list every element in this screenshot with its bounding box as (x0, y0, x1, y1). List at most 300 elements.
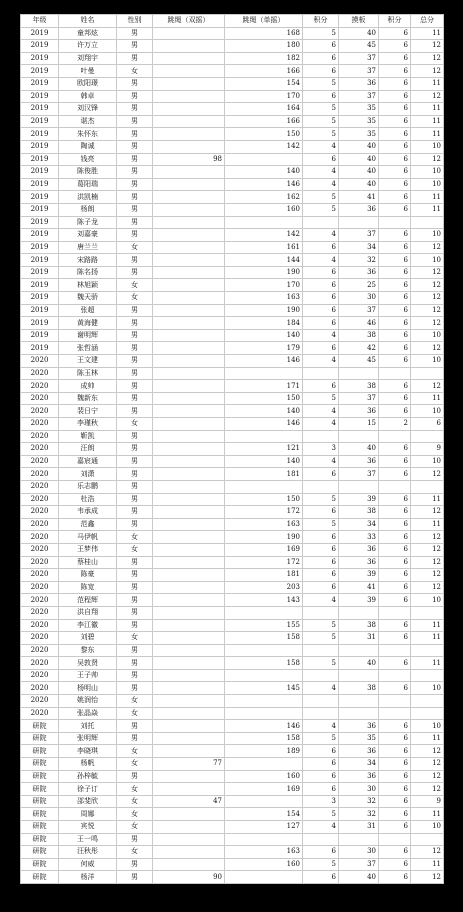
cell-rope-points[interactable]: 6 (303, 846, 339, 859)
cell-board[interactable]: 37 (339, 304, 379, 317)
cell-single-rope[interactable]: 145 (225, 682, 303, 695)
cell-board-points[interactable] (379, 216, 411, 229)
cell-gender[interactable]: 男 (117, 153, 153, 166)
cell-double-rope[interactable] (153, 468, 225, 481)
cell-board-points[interactable]: 6 (379, 846, 411, 859)
cell-gender[interactable]: 男 (117, 556, 153, 569)
cell-single-rope[interactable]: 166 (225, 65, 303, 78)
cell-double-rope[interactable] (153, 783, 225, 796)
cell-gender[interactable]: 男 (117, 594, 153, 607)
cell-rope-points[interactable]: 5 (303, 632, 339, 645)
cell-single-rope[interactable] (225, 430, 303, 443)
cell-single-rope[interactable]: 162 (225, 191, 303, 204)
cell-gender[interactable]: 女 (117, 241, 153, 254)
cell-rope-points[interactable]: 6 (303, 153, 339, 166)
cell-rope-points[interactable]: 6 (303, 506, 339, 519)
cell-board[interactable]: 40 (339, 443, 379, 456)
cell-double-rope[interactable] (153, 241, 225, 254)
cell-rope-points[interactable] (303, 216, 339, 229)
cell-name[interactable]: 谌杰 (59, 115, 117, 128)
cell-rope-points[interactable]: 5 (303, 392, 339, 405)
cell-single-rope[interactable]: 163 (225, 292, 303, 305)
cell-name[interactable]: 谢明辉 (59, 329, 117, 342)
cell-grade[interactable]: 2019 (21, 90, 59, 103)
cell-board-points[interactable]: 6 (379, 543, 411, 556)
cell-double-rope[interactable] (153, 443, 225, 456)
cell-single-rope[interactable]: 158 (225, 732, 303, 745)
cell-total[interactable]: 12 (411, 581, 444, 594)
cell-total[interactable]: 12 (411, 468, 444, 481)
cell-total[interactable] (411, 480, 444, 493)
cell-total[interactable]: 9 (411, 443, 444, 456)
cell-grade[interactable]: 2020 (21, 695, 59, 708)
cell-double-rope[interactable] (153, 695, 225, 708)
cell-single-rope[interactable]: 166 (225, 115, 303, 128)
cell-board-points[interactable]: 6 (379, 229, 411, 242)
cell-total[interactable]: 11 (411, 808, 444, 821)
cell-total[interactable]: 10 (411, 329, 444, 342)
cell-total[interactable]: 12 (411, 90, 444, 103)
cell-board-points[interactable]: 2 (379, 418, 411, 431)
cell-board[interactable] (339, 669, 379, 682)
cell-single-rope[interactable]: 169 (225, 783, 303, 796)
cell-name[interactable]: 陈名扬 (59, 266, 117, 279)
cell-board[interactable] (339, 606, 379, 619)
cell-double-rope[interactable] (153, 720, 225, 733)
cell-gender[interactable]: 男 (117, 367, 153, 380)
cell-double-rope[interactable] (153, 65, 225, 78)
cell-name[interactable]: 乐志鹏 (59, 480, 117, 493)
cell-grade[interactable]: 2020 (21, 506, 59, 519)
cell-rope-points[interactable] (303, 707, 339, 720)
cell-total[interactable]: 12 (411, 506, 444, 519)
cell-single-rope[interactable]: 146 (225, 355, 303, 368)
cell-total[interactable]: 12 (411, 846, 444, 859)
cell-grade[interactable]: 2019 (21, 65, 59, 78)
cell-board[interactable]: 41 (339, 581, 379, 594)
cell-gender[interactable]: 女 (117, 531, 153, 544)
cell-grade[interactable]: 2019 (21, 52, 59, 65)
cell-grade[interactable]: 2019 (21, 342, 59, 355)
cell-board[interactable]: 40 (339, 871, 379, 884)
cell-name[interactable]: 王子帅 (59, 669, 117, 682)
cell-board-points[interactable]: 6 (379, 443, 411, 456)
cell-name[interactable]: 张晶焱 (59, 707, 117, 720)
cell-double-rope[interactable]: 77 (153, 758, 225, 771)
cell-board[interactable] (339, 480, 379, 493)
cell-board-points[interactable]: 6 (379, 128, 411, 141)
cell-board[interactable]: 45 (339, 355, 379, 368)
cell-grade[interactable]: 2020 (21, 430, 59, 443)
cell-rope-points[interactable]: 5 (303, 808, 339, 821)
cell-board-points[interactable] (379, 480, 411, 493)
cell-name[interactable]: 范程辉 (59, 594, 117, 607)
cell-name[interactable]: 何威 (59, 858, 117, 871)
cell-total[interactable]: 12 (411, 241, 444, 254)
cell-double-rope[interactable] (153, 115, 225, 128)
cell-rope-points[interactable] (303, 833, 339, 846)
cell-board-points[interactable]: 6 (379, 493, 411, 506)
cell-board-points[interactable] (379, 833, 411, 846)
cell-rope-points[interactable]: 6 (303, 770, 339, 783)
cell-grade[interactable]: 研院 (21, 833, 59, 846)
cell-board-points[interactable]: 6 (379, 455, 411, 468)
cell-name[interactable]: 周娜 (59, 808, 117, 821)
cell-single-rope[interactable]: 168 (225, 27, 303, 40)
cell-total[interactable]: 10 (411, 720, 444, 733)
cell-grade[interactable]: 2020 (21, 480, 59, 493)
cell-single-rope[interactable]: 160 (225, 203, 303, 216)
cell-rope-points[interactable]: 5 (303, 27, 339, 40)
cell-total[interactable]: 12 (411, 40, 444, 53)
cell-single-rope[interactable]: 160 (225, 770, 303, 783)
cell-board[interactable]: 35 (339, 115, 379, 128)
cell-name[interactable]: 洪凯楠 (59, 191, 117, 204)
cell-name[interactable]: 嘉宸通 (59, 455, 117, 468)
cell-single-rope[interactable]: 203 (225, 581, 303, 594)
cell-name[interactable]: 童邦炫 (59, 27, 117, 40)
cell-name[interactable]: 王梦伟 (59, 543, 117, 556)
cell-board-points[interactable]: 6 (379, 191, 411, 204)
cell-single-rope[interactable]: 146 (225, 720, 303, 733)
cell-rope-points[interactable]: 4 (303, 682, 339, 695)
cell-total[interactable] (411, 606, 444, 619)
cell-single-rope[interactable]: 158 (225, 657, 303, 670)
cell-board-points[interactable]: 6 (379, 140, 411, 153)
cell-name[interactable]: 唐兰兰 (59, 241, 117, 254)
cell-single-rope[interactable] (225, 367, 303, 380)
cell-double-rope[interactable] (153, 770, 225, 783)
cell-single-rope[interactable] (225, 153, 303, 166)
cell-double-rope[interactable] (153, 52, 225, 65)
cell-name[interactable]: 张哲涵 (59, 342, 117, 355)
cell-name[interactable]: 蔡桂山 (59, 556, 117, 569)
cell-grade[interactable]: 研院 (21, 745, 59, 758)
cell-gender[interactable]: 男 (117, 166, 153, 179)
cell-name[interactable]: 杜浩 (59, 493, 117, 506)
cell-rope-points[interactable]: 3 (303, 795, 339, 808)
cell-grade[interactable]: 研院 (21, 795, 59, 808)
cell-total[interactable]: 12 (411, 279, 444, 292)
cell-board-points[interactable]: 6 (379, 77, 411, 90)
cell-gender[interactable]: 女 (117, 808, 153, 821)
cell-double-rope[interactable] (153, 594, 225, 607)
cell-single-rope[interactable]: 150 (225, 493, 303, 506)
cell-board-points[interactable]: 6 (379, 254, 411, 267)
cell-board[interactable]: 36 (339, 405, 379, 418)
cell-board[interactable]: 40 (339, 140, 379, 153)
cell-total[interactable]: 10 (411, 682, 444, 695)
cell-board[interactable]: 37 (339, 392, 379, 405)
cell-name[interactable]: 杨明山 (59, 682, 117, 695)
cell-gender[interactable]: 男 (117, 355, 153, 368)
cell-grade[interactable]: 2019 (21, 191, 59, 204)
cell-grade[interactable]: 2020 (21, 594, 59, 607)
cell-rope-points[interactable]: 5 (303, 493, 339, 506)
cell-total[interactable]: 10 (411, 140, 444, 153)
cell-board[interactable] (339, 707, 379, 720)
cell-board[interactable]: 36 (339, 770, 379, 783)
cell-grade[interactable]: 2019 (21, 27, 59, 40)
cell-total[interactable]: 11 (411, 128, 444, 141)
cell-board-points[interactable]: 6 (379, 518, 411, 531)
cell-gender[interactable]: 男 (117, 644, 153, 657)
cell-double-rope[interactable] (153, 90, 225, 103)
cell-grade[interactable]: 研院 (21, 732, 59, 745)
cell-single-rope[interactable]: 154 (225, 808, 303, 821)
cell-single-rope[interactable]: 160 (225, 858, 303, 871)
cell-board-points[interactable]: 6 (379, 720, 411, 733)
cell-board-points[interactable]: 6 (379, 279, 411, 292)
cell-total[interactable]: 11 (411, 518, 444, 531)
cell-double-rope[interactable] (153, 430, 225, 443)
cell-total[interactable]: 12 (411, 304, 444, 317)
cell-board-points[interactable]: 6 (379, 115, 411, 128)
cell-single-rope[interactable]: 140 (225, 166, 303, 179)
cell-board-points[interactable]: 6 (379, 657, 411, 670)
cell-rope-points[interactable]: 5 (303, 619, 339, 632)
cell-double-rope[interactable] (153, 480, 225, 493)
cell-rope-points[interactable]: 6 (303, 65, 339, 78)
cell-gender[interactable]: 男 (117, 619, 153, 632)
cell-single-rope[interactable]: 181 (225, 569, 303, 582)
cell-grade[interactable]: 2019 (21, 304, 59, 317)
cell-board-points[interactable]: 6 (379, 40, 411, 53)
cell-single-rope[interactable]: 144 (225, 254, 303, 267)
cell-single-rope[interactable]: 140 (225, 329, 303, 342)
cell-rope-points[interactable]: 6 (303, 758, 339, 771)
cell-name[interactable]: 张明辉 (59, 732, 117, 745)
cell-rope-points[interactable]: 4 (303, 140, 339, 153)
cell-total[interactable]: 12 (411, 380, 444, 393)
cell-gender[interactable]: 男 (117, 392, 153, 405)
cell-rope-points[interactable] (303, 695, 339, 708)
cell-total[interactable]: 10 (411, 405, 444, 418)
cell-single-rope[interactable]: 184 (225, 317, 303, 330)
cell-double-rope[interactable] (153, 178, 225, 191)
cell-rope-points[interactable] (303, 367, 339, 380)
cell-grade[interactable]: 研院 (21, 783, 59, 796)
cell-total[interactable]: 12 (411, 770, 444, 783)
cell-board-points[interactable] (379, 367, 411, 380)
cell-board[interactable]: 34 (339, 241, 379, 254)
cell-double-rope[interactable] (153, 745, 225, 758)
cell-double-rope[interactable] (153, 669, 225, 682)
cell-total[interactable]: 12 (411, 758, 444, 771)
cell-single-rope[interactable]: 142 (225, 229, 303, 242)
cell-rope-points[interactable]: 5 (303, 518, 339, 531)
cell-rope-points[interactable] (303, 480, 339, 493)
cell-grade[interactable]: 研院 (21, 858, 59, 871)
cell-double-rope[interactable] (153, 392, 225, 405)
cell-total[interactable]: 11 (411, 103, 444, 116)
cell-total[interactable] (411, 216, 444, 229)
cell-grade[interactable]: 研院 (21, 770, 59, 783)
cell-name[interactable]: 杨帆 (59, 758, 117, 771)
cell-single-rope[interactable]: 150 (225, 392, 303, 405)
cell-gender[interactable]: 男 (117, 732, 153, 745)
cell-gender[interactable]: 男 (117, 103, 153, 116)
cell-board[interactable]: 38 (339, 329, 379, 342)
cell-name[interactable]: 宋路路 (59, 254, 117, 267)
cell-gender[interactable]: 男 (117, 871, 153, 884)
cell-gender[interactable]: 女 (117, 783, 153, 796)
cell-board[interactable] (339, 430, 379, 443)
cell-board[interactable]: 36 (339, 745, 379, 758)
cell-rope-points[interactable]: 6 (303, 90, 339, 103)
cell-rope-points[interactable]: 4 (303, 455, 339, 468)
cell-board[interactable]: 40 (339, 27, 379, 40)
cell-rope-points[interactable]: 5 (303, 191, 339, 204)
cell-single-rope[interactable] (225, 871, 303, 884)
cell-grade[interactable]: 2020 (21, 367, 59, 380)
cell-board[interactable]: 37 (339, 65, 379, 78)
cell-gender[interactable]: 男 (117, 329, 153, 342)
cell-gender[interactable]: 男 (117, 115, 153, 128)
cell-double-rope[interactable] (153, 543, 225, 556)
cell-name[interactable]: 李江徽 (59, 619, 117, 632)
cell-double-rope[interactable] (153, 254, 225, 267)
cell-single-rope[interactable] (225, 669, 303, 682)
cell-name[interactable]: 黄海健 (59, 317, 117, 330)
cell-board-points[interactable] (379, 695, 411, 708)
cell-grade[interactable]: 2020 (21, 606, 59, 619)
cell-double-rope[interactable] (153, 40, 225, 53)
cell-single-rope[interactable] (225, 707, 303, 720)
cell-grade[interactable]: 2020 (21, 418, 59, 431)
cell-board[interactable]: 31 (339, 821, 379, 834)
cell-single-rope[interactable]: 169 (225, 543, 303, 556)
cell-rope-points[interactable]: 6 (303, 279, 339, 292)
cell-rope-points[interactable]: 4 (303, 720, 339, 733)
cell-gender[interactable]: 男 (117, 858, 153, 871)
cell-total[interactable]: 10 (411, 254, 444, 267)
cell-double-rope[interactable] (153, 531, 225, 544)
cell-single-rope[interactable] (225, 644, 303, 657)
cell-gender[interactable]: 男 (117, 128, 153, 141)
cell-gender[interactable]: 女 (117, 795, 153, 808)
cell-double-rope[interactable] (153, 493, 225, 506)
cell-board-points[interactable]: 6 (379, 203, 411, 216)
cell-board-points[interactable]: 6 (379, 732, 411, 745)
cell-gender[interactable]: 男 (117, 304, 153, 317)
cell-grade[interactable]: 2019 (21, 266, 59, 279)
cell-double-rope[interactable] (153, 279, 225, 292)
cell-rope-points[interactable]: 5 (303, 203, 339, 216)
cell-gender[interactable]: 男 (117, 203, 153, 216)
cell-grade[interactable]: 2020 (21, 682, 59, 695)
cell-name[interactable]: 杨洋 (59, 871, 117, 884)
cell-board[interactable]: 36 (339, 203, 379, 216)
cell-single-rope[interactable]: 164 (225, 103, 303, 116)
cell-grade[interactable]: 2019 (21, 329, 59, 342)
cell-board[interactable]: 35 (339, 732, 379, 745)
cell-double-rope[interactable] (153, 367, 225, 380)
cell-total[interactable]: 10 (411, 229, 444, 242)
cell-name[interactable]: 韦承成 (59, 506, 117, 519)
cell-board-points[interactable] (379, 707, 411, 720)
cell-single-rope[interactable]: 150 (225, 128, 303, 141)
cell-rope-points[interactable]: 6 (303, 292, 339, 305)
cell-single-rope[interactable] (225, 480, 303, 493)
cell-board-points[interactable]: 6 (379, 52, 411, 65)
cell-single-rope[interactable] (225, 695, 303, 708)
cell-gender[interactable]: 男 (117, 52, 153, 65)
cell-board[interactable]: 37 (339, 90, 379, 103)
cell-grade[interactable]: 2020 (21, 405, 59, 418)
cell-gender[interactable]: 男 (117, 443, 153, 456)
cell-total[interactable] (411, 707, 444, 720)
cell-board[interactable]: 36 (339, 543, 379, 556)
cell-gender[interactable]: 男 (117, 77, 153, 90)
cell-grade[interactable]: 2020 (21, 518, 59, 531)
cell-single-rope[interactable] (225, 216, 303, 229)
cell-name[interactable]: 刘翔宇 (59, 52, 117, 65)
cell-total[interactable]: 11 (411, 203, 444, 216)
cell-single-rope[interactable]: 181 (225, 468, 303, 481)
cell-rope-points[interactable]: 5 (303, 858, 339, 871)
cell-grade[interactable]: 2020 (21, 443, 59, 456)
cell-grade[interactable]: 2020 (21, 669, 59, 682)
cell-gender[interactable]: 女 (117, 707, 153, 720)
cell-name[interactable]: 宾悦 (59, 821, 117, 834)
cell-single-rope[interactable]: 163 (225, 518, 303, 531)
cell-gender[interactable]: 男 (117, 342, 153, 355)
cell-double-rope[interactable] (153, 619, 225, 632)
cell-name[interactable]: 张超 (59, 304, 117, 317)
cell-single-rope[interactable]: 172 (225, 556, 303, 569)
cell-board[interactable] (339, 833, 379, 846)
cell-name[interactable]: 邵斐欣 (59, 795, 117, 808)
cell-rope-points[interactable]: 3 (303, 443, 339, 456)
cell-rope-points[interactable] (303, 644, 339, 657)
cell-single-rope[interactable]: 161 (225, 241, 303, 254)
cell-gender[interactable]: 男 (117, 682, 153, 695)
cell-rope-points[interactable]: 4 (303, 418, 339, 431)
cell-double-rope[interactable] (153, 103, 225, 116)
cell-board-points[interactable]: 6 (379, 342, 411, 355)
cell-grade[interactable]: 2020 (21, 632, 59, 645)
cell-grade[interactable]: 研院 (21, 821, 59, 834)
cell-board-points[interactable] (379, 669, 411, 682)
cell-gender[interactable]: 男 (117, 405, 153, 418)
cell-name[interactable]: 靳凯 (59, 430, 117, 443)
cell-grade[interactable]: 2019 (21, 254, 59, 267)
cell-board-points[interactable]: 6 (379, 858, 411, 871)
cell-name[interactable]: 刘潇 (59, 468, 117, 481)
cell-board-points[interactable]: 6 (379, 821, 411, 834)
cell-grade[interactable]: 2020 (21, 380, 59, 393)
cell-grade[interactable]: 2020 (21, 657, 59, 670)
cell-name[interactable]: 陈子龙 (59, 216, 117, 229)
cell-double-rope[interactable]: 47 (153, 795, 225, 808)
cell-board[interactable]: 34 (339, 518, 379, 531)
cell-board[interactable]: 41 (339, 191, 379, 204)
cell-total[interactable]: 12 (411, 153, 444, 166)
cell-gender[interactable]: 男 (117, 317, 153, 330)
cell-rope-points[interactable]: 5 (303, 77, 339, 90)
cell-total[interactable]: 12 (411, 317, 444, 330)
cell-gender[interactable]: 男 (117, 140, 153, 153)
cell-name[interactable]: 黎东 (59, 644, 117, 657)
cell-name[interactable]: 汪秋彤 (59, 846, 117, 859)
cell-name[interactable]: 陈豪 (59, 569, 117, 582)
cell-gender[interactable]: 男 (117, 27, 153, 40)
cell-board[interactable]: 37 (339, 858, 379, 871)
cell-rope-points[interactable]: 4 (303, 254, 339, 267)
cell-board-points[interactable]: 6 (379, 569, 411, 582)
cell-name[interactable]: 吴敦贤 (59, 657, 117, 670)
